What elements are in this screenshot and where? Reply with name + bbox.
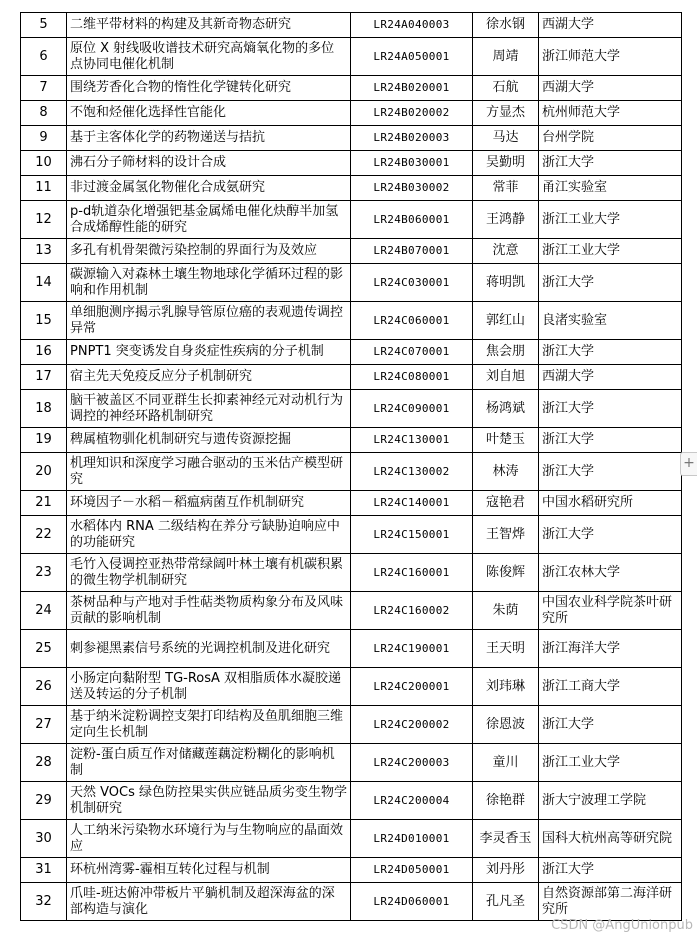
project-code: LR24C200001 — [351, 668, 473, 706]
principal-investigator: 方显杰 — [473, 101, 539, 126]
project-code: LR24B070001 — [351, 239, 473, 264]
project-title: 刺参褪黑素信号系统的光调控机制及进化研究 — [67, 630, 351, 668]
project-code: LR24C030001 — [351, 264, 473, 302]
row-number: 7 — [21, 76, 67, 101]
project-title: 稗属植物驯化机制研究与遗传资源挖掘 — [67, 428, 351, 453]
principal-investigator: 徐恩波 — [473, 706, 539, 744]
project-title: 基于主客体化学的药物递送与拮抗 — [67, 126, 351, 151]
principal-investigator: 林涛 — [473, 453, 539, 491]
project-title: 单细胞测序揭示乳腺导管原位癌的表观遗传调控异常 — [67, 302, 351, 340]
project-code: LR24B020002 — [351, 101, 473, 126]
project-title: 人工纳米污染物水环境行为与生物响应的晶面效应 — [67, 820, 351, 858]
row-number: 25 — [21, 630, 67, 668]
institution: 中国水稻研究所 — [539, 491, 682, 516]
institution: 浙江大学 — [539, 453, 682, 491]
project-title: 围绕芳香化合物的惰性化学键转化研究 — [67, 76, 351, 101]
row-number: 10 — [21, 151, 67, 176]
institution: 良渚实验室 — [539, 302, 682, 340]
row-number: 20 — [21, 453, 67, 491]
institution: 国科大杭州高等研究院 — [539, 820, 682, 858]
table-row — [21, 365, 682, 390]
table-row — [21, 858, 682, 883]
project-code: LR24C150001 — [351, 516, 473, 554]
row-number: 27 — [21, 706, 67, 744]
row-number: 30 — [21, 820, 67, 858]
row-number: 14 — [21, 264, 67, 302]
row-number: 18 — [21, 390, 67, 428]
row-number: 11 — [21, 176, 67, 201]
row-number: 26 — [21, 668, 67, 706]
principal-investigator: 叶楚玉 — [473, 428, 539, 453]
institution: 浙江大学 — [539, 706, 682, 744]
table-row — [21, 302, 682, 340]
principal-investigator: 陈俊辉 — [473, 554, 539, 592]
project-code: LR24B030001 — [351, 151, 473, 176]
row-number: 28 — [21, 744, 67, 782]
principal-investigator: 孔凡圣 — [473, 883, 539, 921]
row-number: 13 — [21, 239, 67, 264]
table-row — [21, 491, 682, 516]
project-code: LR24B030002 — [351, 176, 473, 201]
row-number: 15 — [21, 302, 67, 340]
principal-investigator: 童川 — [473, 744, 539, 782]
institution: 甬江实验室 — [539, 176, 682, 201]
row-number: 32 — [21, 883, 67, 921]
principal-investigator: 徐水钢 — [473, 13, 539, 38]
project-title: 碳源输入对森林土壤生物地球化学循环过程的影响和作用机制 — [67, 264, 351, 302]
institution: 中国农业科学院茶叶研究所 — [539, 592, 682, 630]
table-row — [21, 668, 682, 706]
project-title: 脑干被盖区不同亚群生长抑素神经元对动机行为调控的神经环路机制研究 — [67, 390, 351, 428]
principal-investigator: 石航 — [473, 76, 539, 101]
table-row — [21, 176, 682, 201]
project-code: LR24C070001 — [351, 340, 473, 365]
project-title: p-d轨道杂化增强钯基金属烯电催化炔醇半加氢合成烯醇性能的研究 — [67, 201, 351, 239]
principal-investigator: 郭红山 — [473, 302, 539, 340]
table-row — [21, 239, 682, 264]
principal-investigator: 朱荫 — [473, 592, 539, 630]
institution: 浙江师范大学 — [539, 38, 682, 76]
project-title: 小肠定向黏附型 TG-RosA 双相脂质体水凝胶递送及转运的分子机制 — [67, 668, 351, 706]
institution: 浙大宁波理工学院 — [539, 782, 682, 820]
project-title: 爪哇-班达俯冲带板片平躺机制及超深海盆的深部构造与演化 — [67, 883, 351, 921]
project-title: 多孔有机骨架微污染控制的界面行为及效应 — [67, 239, 351, 264]
project-code: LR24C200004 — [351, 782, 473, 820]
principal-investigator: 焦会朋 — [473, 340, 539, 365]
principal-investigator: 寇艳君 — [473, 491, 539, 516]
table-row — [21, 453, 682, 491]
table-row — [21, 101, 682, 126]
table-row — [21, 201, 682, 239]
row-number: 9 — [21, 126, 67, 151]
institution: 西湖大学 — [539, 13, 682, 38]
institution: 浙江大学 — [539, 858, 682, 883]
project-title: 环境因子－水稻－稻瘟病菌互作机制研究 — [67, 491, 351, 516]
table-row — [21, 428, 682, 453]
principal-investigator: 吴勤明 — [473, 151, 539, 176]
watermark: CSDN @AngUnionpub — [551, 918, 693, 933]
project-title: 环杭州湾雾-霾相互转化过程与机制 — [67, 858, 351, 883]
project-title: 二维平带材料的构建及其新奇物态研究 — [67, 13, 351, 38]
table-row — [21, 390, 682, 428]
institution: 浙江大学 — [539, 340, 682, 365]
institution: 西湖大学 — [539, 365, 682, 390]
project-code: LR24C200003 — [351, 744, 473, 782]
table-row — [21, 76, 682, 101]
principal-investigator: 常菲 — [473, 176, 539, 201]
principal-investigator: 刘自旭 — [473, 365, 539, 390]
project-code: LR24A040003 — [351, 13, 473, 38]
row-number: 6 — [21, 38, 67, 76]
table-row — [21, 820, 682, 858]
project-title: 毛竹入侵调控亚热带常绿阔叶林土壤有机碳积累的微生物学机制研究 — [67, 554, 351, 592]
institution: 西湖大学 — [539, 76, 682, 101]
project-code: LR24C140001 — [351, 491, 473, 516]
row-number: 23 — [21, 554, 67, 592]
project-title: 基于纳米淀粉调控支架打印结构及鱼肌细胞三维定向生长机制 — [67, 706, 351, 744]
institution: 浙江大学 — [539, 151, 682, 176]
principal-investigator: 李灵香玉 — [473, 820, 539, 858]
table-row — [21, 554, 682, 592]
row-number: 31 — [21, 858, 67, 883]
project-code: LR24A050001 — [351, 38, 473, 76]
institution: 浙江大学 — [539, 516, 682, 554]
table-row — [21, 516, 682, 554]
row-number: 17 — [21, 365, 67, 390]
table-row — [21, 883, 682, 921]
project-code: LR24C060001 — [351, 302, 473, 340]
project-title: 茶树品种与产地对手性萜类物质构象分布及风味贡献的影响机制 — [67, 592, 351, 630]
project-code: LR24D010001 — [351, 820, 473, 858]
table-row — [21, 630, 682, 668]
project-code: LR24C080001 — [351, 365, 473, 390]
row-number: 24 — [21, 592, 67, 630]
institution: 浙江农林大学 — [539, 554, 682, 592]
row-number: 21 — [21, 491, 67, 516]
institution: 杭州师范大学 — [539, 101, 682, 126]
row-number: 19 — [21, 428, 67, 453]
project-title: 非过渡金属氢化物催化合成氨研究 — [67, 176, 351, 201]
row-number: 12 — [21, 201, 67, 239]
project-code: LR24B020003 — [351, 126, 473, 151]
table-row — [21, 592, 682, 630]
project-title: PNPT1 突变诱发自身炎症性疾病的分子机制 — [67, 340, 351, 365]
project-code: LR24C130001 — [351, 428, 473, 453]
project-title: 宿主先天免疫反应分子机制研究 — [67, 365, 351, 390]
project-code: LR24D050001 — [351, 858, 473, 883]
table-row — [21, 782, 682, 820]
project-code: LR24B060001 — [351, 201, 473, 239]
project-code: LR24C090001 — [351, 390, 473, 428]
principal-investigator: 刘玮琳 — [473, 668, 539, 706]
institution: 浙江工业大学 — [539, 201, 682, 239]
table-row — [21, 13, 682, 38]
project-title: 沸石分子筛材料的设计合成 — [67, 151, 351, 176]
principal-investigator: 杨鸿斌 — [473, 390, 539, 428]
table-row — [21, 264, 682, 302]
institution: 浙江大学 — [539, 264, 682, 302]
row-number: 5 — [21, 13, 67, 38]
project-code: LR24B020001 — [351, 76, 473, 101]
row-number: 16 — [21, 340, 67, 365]
row-number: 8 — [21, 101, 67, 126]
table-row — [21, 744, 682, 782]
project-title: 原位 X 射线吸收谱技术研究高熵氧化物的多位点协同电催化机制 — [67, 38, 351, 76]
institution: 浙江海洋大学 — [539, 630, 682, 668]
project-code: LR24C160001 — [351, 554, 473, 592]
project-title: 不饱和烃催化选择性官能化 — [67, 101, 351, 126]
principal-investigator: 周靖 — [473, 38, 539, 76]
project-title: 机理知识和深度学习融合驱动的玉米估产模型研究 — [67, 453, 351, 491]
table-row — [21, 706, 682, 744]
project-code: LR24C130002 — [351, 453, 473, 491]
add-row-button[interactable]: + — [680, 452, 697, 476]
table-body — [21, 13, 682, 921]
table-row — [21, 38, 682, 76]
table-row — [21, 126, 682, 151]
principal-investigator: 刘丹彤 — [473, 858, 539, 883]
principal-investigator: 王鸿静 — [473, 201, 539, 239]
project-title: 天然 VOCs 绿色防控果实供应链品质劣变生物学机制研究 — [67, 782, 351, 820]
principal-investigator: 沈意 — [473, 239, 539, 264]
project-code: LR24C190001 — [351, 630, 473, 668]
principal-investigator: 徐艳群 — [473, 782, 539, 820]
row-number: 29 — [21, 782, 67, 820]
institution: 浙江大学 — [539, 428, 682, 453]
institution: 浙江工业大学 — [539, 744, 682, 782]
table-row — [21, 151, 682, 176]
institution: 自然资源部第二海洋研究所 — [539, 883, 682, 921]
principal-investigator: 王天明 — [473, 630, 539, 668]
results-table — [20, 12, 682, 921]
row-number: 22 — [21, 516, 67, 554]
principal-investigator: 蒋明凯 — [473, 264, 539, 302]
principal-investigator: 王智烨 — [473, 516, 539, 554]
project-code: LR24D060001 — [351, 883, 473, 921]
principal-investigator: 马达 — [473, 126, 539, 151]
institution: 台州学院 — [539, 126, 682, 151]
project-title: 淀粉-蛋白质互作对储藏莲藕淀粉糊化的影响机制 — [67, 744, 351, 782]
project-code: LR24C200002 — [351, 706, 473, 744]
institution: 浙江大学 — [539, 390, 682, 428]
project-code: LR24C160002 — [351, 592, 473, 630]
institution: 浙江工业大学 — [539, 239, 682, 264]
institution: 浙江工商大学 — [539, 668, 682, 706]
table-row — [21, 340, 682, 365]
project-title: 水稻体内 RNA 二级结构在养分亏缺胁迫响应中的功能研究 — [67, 516, 351, 554]
